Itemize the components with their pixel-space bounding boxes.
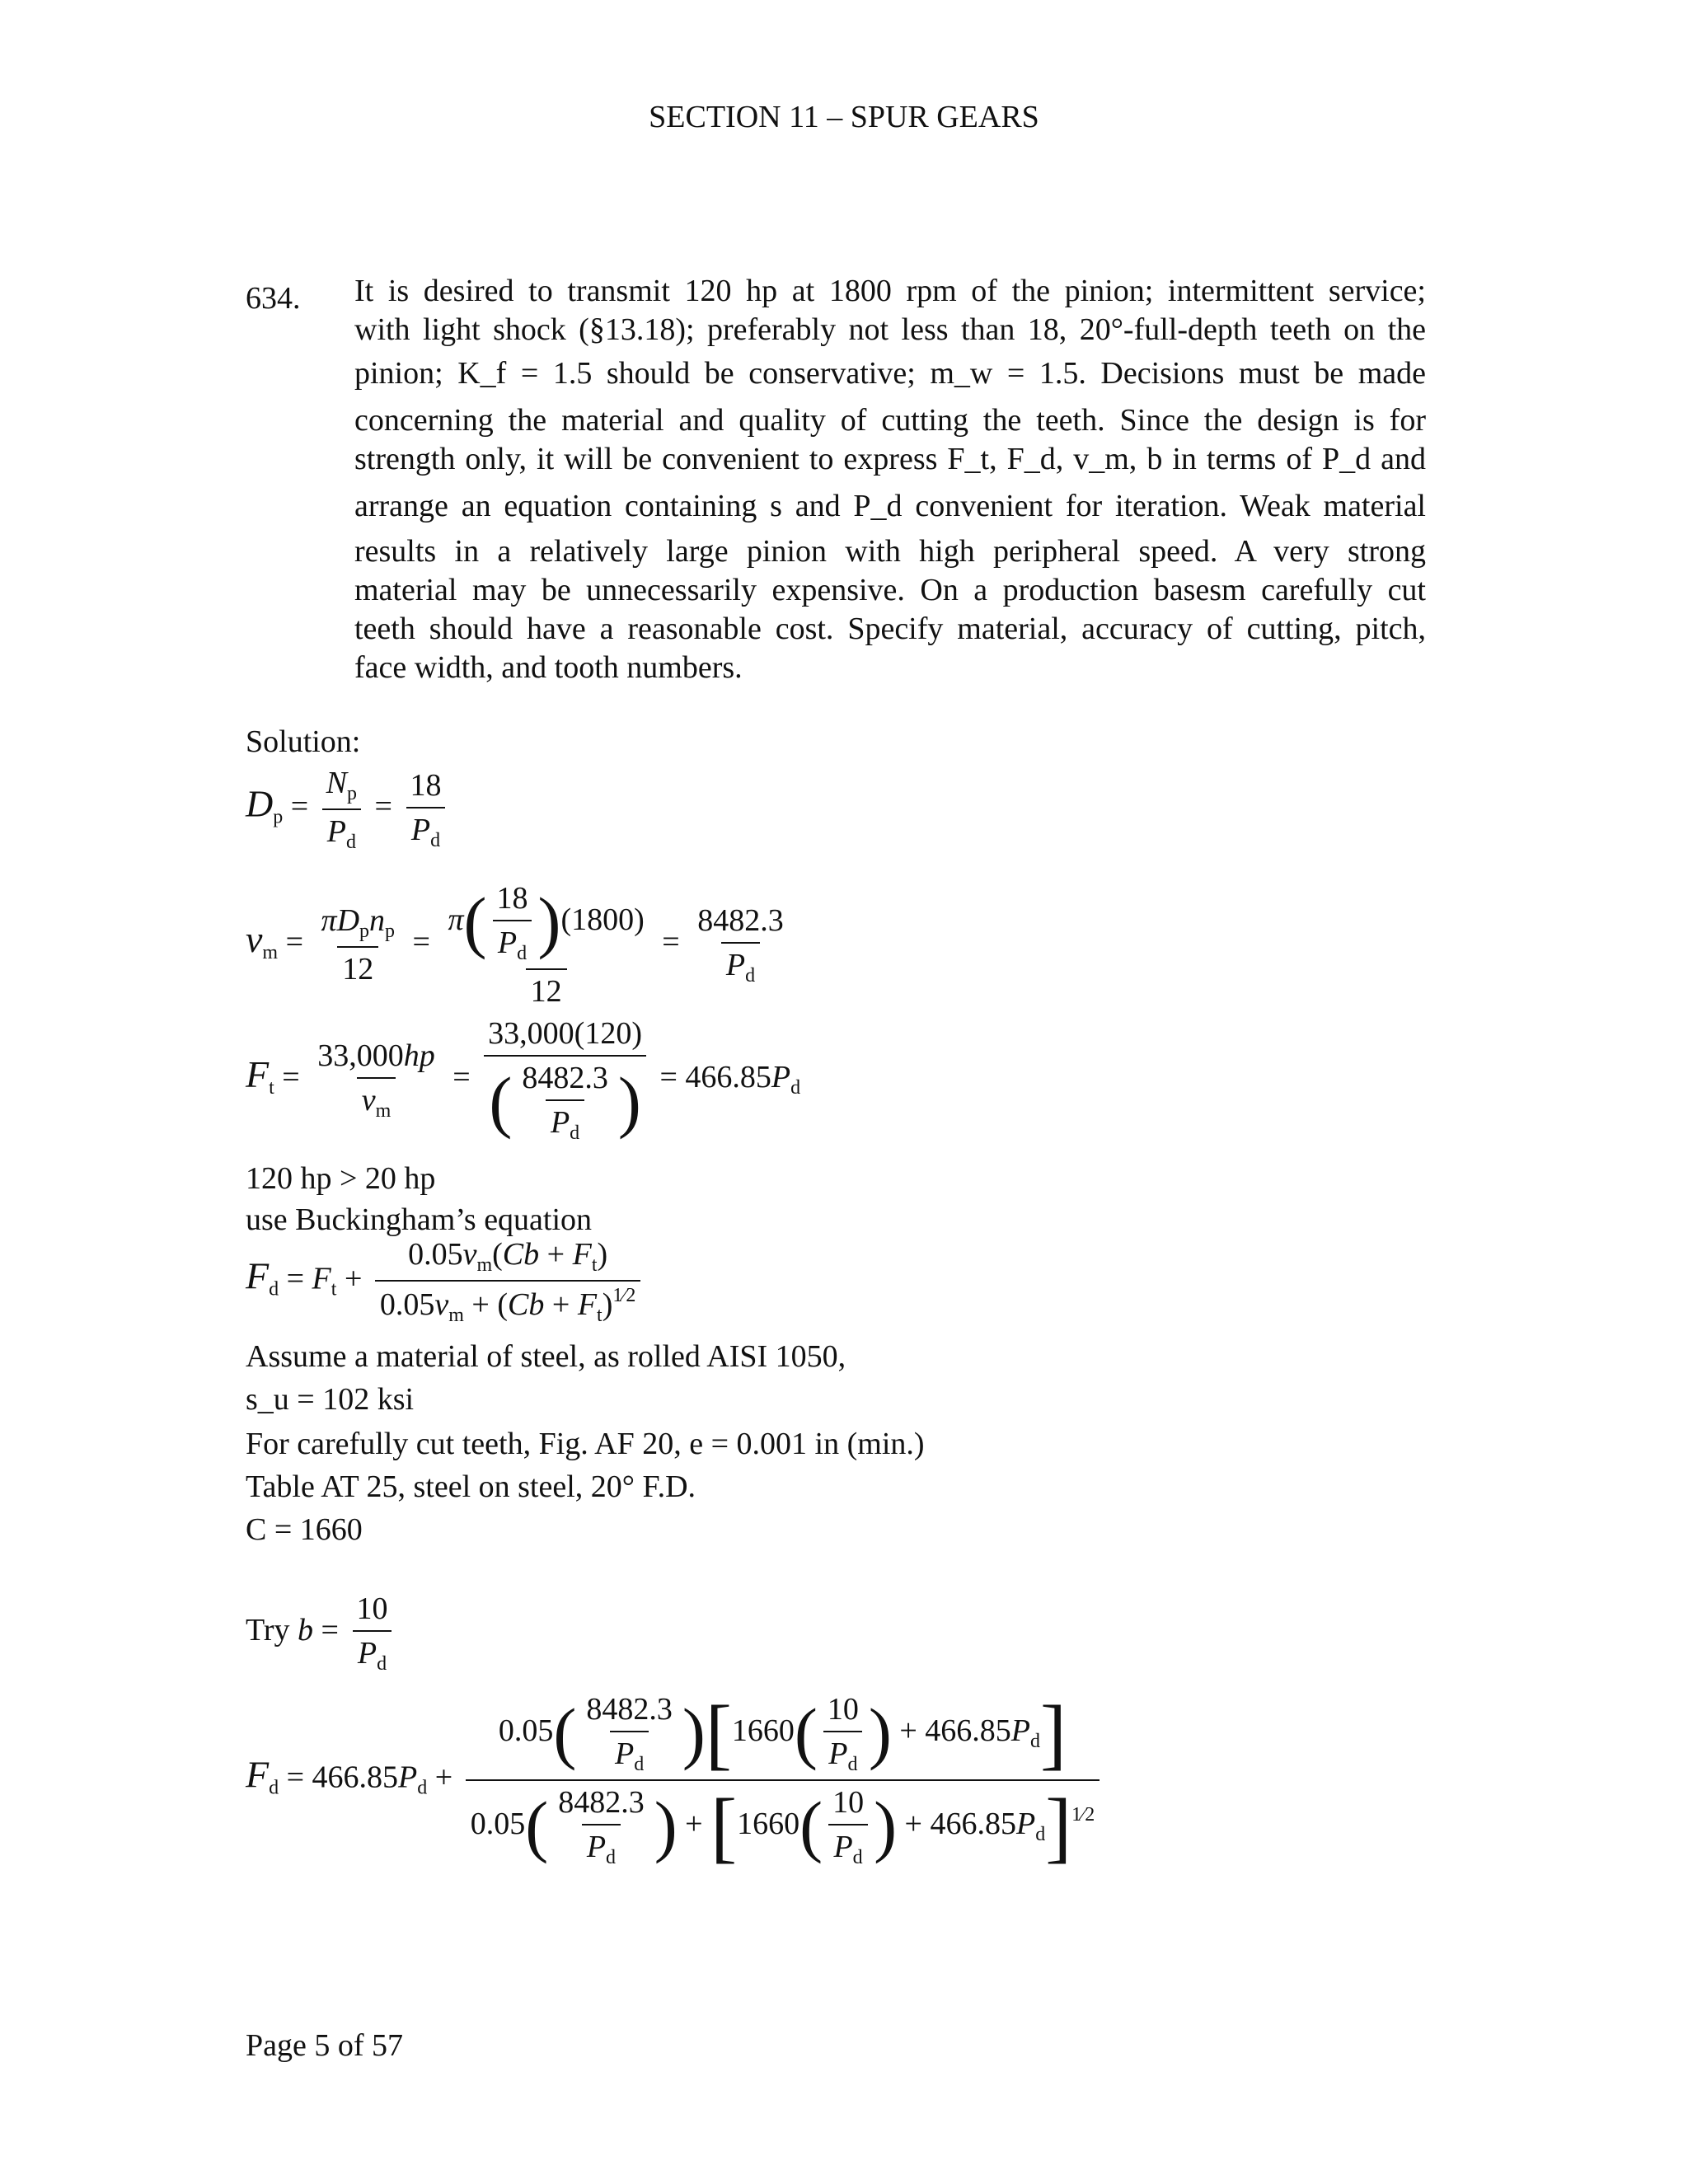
frac-pi-dp-np: $\frac{\pi D_pn_p}{12}$ <box>321 903 396 987</box>
statement-line-5 <box>354 440 1426 479</box>
frac-33000-120: 33,000(120) ( $\frac{8482.3}{P_d}$ ) <box>483 1015 647 1145</box>
frac-pi-18-1800: π( $\frac{18}{P_d}$ )(1800) 12 <box>448 881 645 1009</box>
eq-dynamic-load: $F_d = 466.85P_d$ + 0.05( $\frac{8482.3}{P_d}$ )[1660( $\frac{10}{P_d}$ ) + $466.85P_d$] 0.05( $\frac{8482.3}{P_d}$ ) + [1660( $\frac{10}{P_d}$ ) + $466.85P_d]^{1⁄2}$ <box>246 1691 1104 1869</box>
statement-line-4: concerning the material and quality of cutting the teeth. Since the design is for <box>354 403 1426 438</box>
statement-line-9: teeth should have a reasonable cost. Specify material, accuracy of cutting, pitch, <box>354 612 1426 646</box>
assume-material: Assume a material of steel, as rolled AISI 1050, <box>246 1339 846 1374</box>
solution-label: Solution: <box>246 724 361 759</box>
page-footer: Page 5 of 57 <box>246 2028 404 2063</box>
statement-line-10: face width, and tooth numbers. <box>354 650 743 685</box>
hp-compare: 120 hp > 20 hp <box>246 1161 436 1196</box>
statement-line-1: It is desired to transmit 120 hp at 1800 rpm of the pinion; intermittent service; <box>354 274 1426 308</box>
statement-line-8: material may be unnecessarily expensive. On a production basesm carefully cut <box>354 573 1426 607</box>
eq-transmitted-force: $F_t$ = $\frac{33,000hp}{v_m}$ = 33,000(120) ( $\frac{8482.3}{P_d}$ ) = $466.85P_d$ <box>246 1016 801 1144</box>
problem-number: 634. <box>246 281 301 316</box>
eq-pitch-diameter: $D_p$ = $\frac{N_p}{P_d}$ = $\frac{18}{P_d}$ <box>246 765 451 854</box>
frac-np-pd: $\frac{N_p}{P_d}$ <box>321 765 362 854</box>
frac-dynamic-load: 0.05( $\frac{8482.3}{P_d}$ )[1660( $\frac{10}{P_d}$ ) + $466.85P_d$] 0.05( $\frac{8482.3}{P_d}$ ) + [1660( $\frac{10}{P_d}$ ) + $466.85P_d]^{1⁄2}$ <box>466 1691 1100 1869</box>
statement-line-6 <box>354 487 1426 526</box>
problem-statement <box>354 272 1426 687</box>
section-header: SECTION 11 – SPUR GEARS <box>649 100 1039 134</box>
table-ref: Table AT 25, steel on steel, 20° F.D. <box>246 1469 696 1504</box>
frac-buckingham: $\frac{0.05v_m(Cb + F_t)}{0.05v_m + (Cb + F_t)^{1⁄2}}$ <box>375 1236 641 1327</box>
statement-line-3-text: pinion; K_f = 1.5 should be conservative; m_w = 1.5. Decisions must be made <box>354 356 1426 391</box>
statement-line-5-text: strength only, it will be convenient to express F_t, F_d, v_m, b in terms of P_d and <box>354 442 1426 476</box>
careful-cut: For carefully cut teeth, Fig. AF 20, e = 0.001 in (min.) <box>246 1427 925 1461</box>
use-buckingham: use Buckingham’s equation <box>246 1202 593 1237</box>
frac-8482-pd: $\frac{8482.3}{P_d}$ <box>697 903 784 987</box>
frac-33000hp-vm: $\frac{33,000hp}{v_m}$ <box>317 1038 435 1122</box>
c-value: C = 1660 <box>246 1512 363 1547</box>
statement-line-3 <box>354 354 1426 393</box>
eq-try-b: Try b = $\frac{10}{P_d}$ <box>246 1591 397 1675</box>
frac-18-pd: $\frac{18}{P_d}$ <box>405 767 446 852</box>
ultimate-strength: s_u = 102 ksi <box>246 1382 415 1417</box>
eq-buckingham: $F_d = F_t$ + $\frac{0.05v_m(Cb + F_t)}{0.05v_m + (Cb + F_t)^{1⁄2}}$ <box>246 1236 645 1327</box>
statement-line-2: with light shock (§13.18); preferably not less than 18, 20°-full-depth teeth on the <box>354 312 1426 347</box>
frac-10-pd: $\frac{10}{P_d}$ <box>351 1591 392 1675</box>
eq-pitch-velocity: $v_m$ = $\frac{\pi D_pn_p}{12}$ = π( $\frac{18}{P_d}$ )(1800) 12 = $\frac{8482.3}{P_d}$ <box>246 880 794 1010</box>
statement-line-6-text: arrange an equation containing s and P_d convenient for iteration. Weak material <box>354 489 1426 523</box>
statement-line-7: results in a relatively large pinion with high peripheral speed. A very strong <box>354 534 1426 569</box>
